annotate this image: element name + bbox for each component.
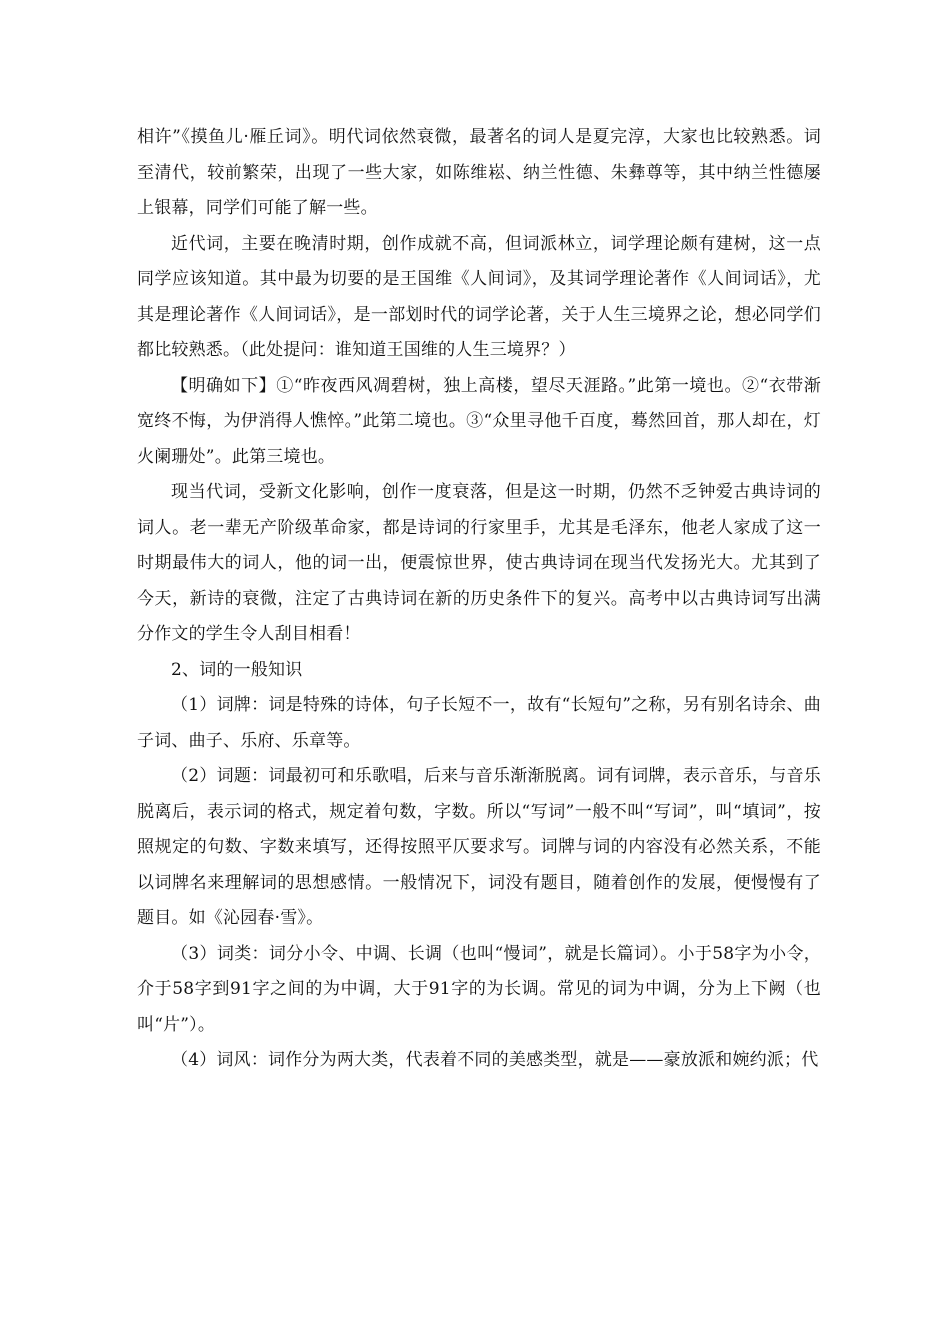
paragraph-cilei: （3）词类：词分小令、中调、长调（也叫“慢词”，就是长篇词）。小于58字为小令，介于58字到91字之间的为中调，大于91字的为长调。常见的词为中调，分为上下阙（也叫“片”）。	[137, 943, 821, 1035]
paragraph-contemporary-ci: 现当代词，受新文化影响，创作一度衰落，但是这一时期，仍然不乏钟爱古典诗词的词人。老一辈无产阶级革命家，都是诗词的行家里手，尤其是毛泽东，他老人家成了这一时期最伟大的词人，他的词一出，便震惊世界，使古典诗词在现当代发扬光大。尤其到了今天，新诗的衰微，注定了古典诗词在新的历史条件下的复兴。高考中以古典诗词写出满分作文的学生令人刮目相看！	[137, 482, 821, 644]
paragraph-three-realms: 【明确如下】①“昨夜西风凋碧树，独上高楼，望尽天涯路。”此第一境也。②“衣带渐宽终不悔，为伊消得人憔悴。”此第二境也。③“众里寻他千百度，蓦然回首，那人却在，灯火阑珊处”。此第三境也。	[137, 375, 821, 467]
paragraph-cifeng: （4）词风：词作分为两大类，代表着不同的美感类型，就是——豪放派和婉约派；代	[171, 1050, 819, 1070]
paragraph-cipai: （1）词牌：词是特殊的诗体，句子长短不一，故有“长短句”之称，另有别名诗余、曲子词、曲子、乐府、乐章等。	[137, 695, 821, 751]
section-heading-general-knowledge: 2、词的一般知识	[171, 659, 303, 680]
paragraph-citi: （2）词题：词最初可和乐歌唱，后来与音乐渐渐脱离。词有词牌，表示音乐，与音乐脱离后，表示词的格式，规定着句数，字数。所以“写词”一般不叫“写词”，叫“填词”，按照规定的句数、字数来填写，还得按照平仄要求写。词牌与词的内容没有必然关系，不能以词牌名来理解词的思想感情。一般情况下，词没有题目，随着创作的发展，便慢慢有了题目。如《沁园春·雪》。	[137, 766, 821, 928]
paragraph-modern-ci: 近代词，主要在晚清时期，创作成就不高，但词派林立，词学理论颇有建树，这一点同学应该知道。其中最为切要的是王国维《人间词》，及其词学理论著作《人间词话》，尤其是理论著作《人间词话》，是一部划时代的词学论著，关于人生三境界之论，想必同学们都比较熟悉。（此处提问：谁知道王国维的人生三境界？）	[137, 233, 821, 360]
paragraph-qing-dynasty-ci: 相许”《摸鱼儿·雁丘词》。明代词依然衰微，最著名的词人是夏完淳，大家也比较熟悉。词至清代，较前繁荣，出现了一些大家，如陈维崧、纳兰性德、朱彝尊等，其中纳兰性德屡上银幕，同学们可能了解一些。	[137, 127, 821, 218]
document-body	[137, 120, 821, 1079]
